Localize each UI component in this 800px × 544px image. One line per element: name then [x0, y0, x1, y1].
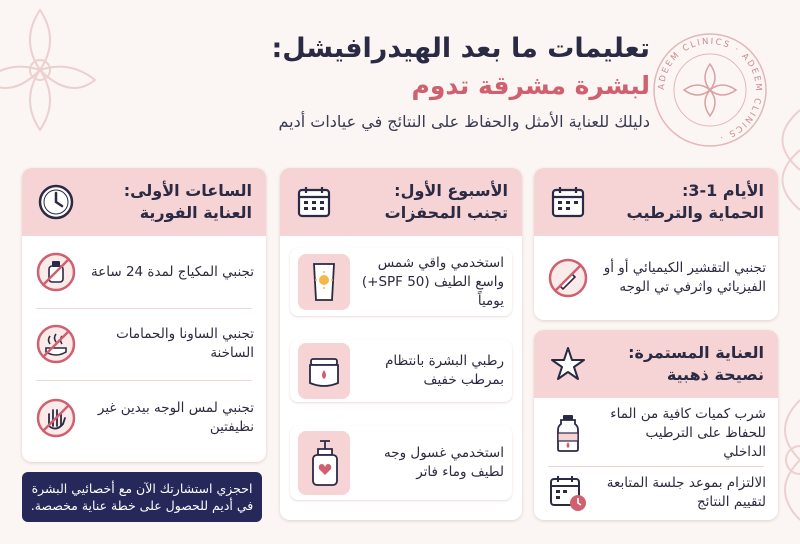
card-subtitle: العناية الفورية — [139, 203, 252, 222]
cleanser-bottle-icon — [306, 437, 342, 489]
no-makeup-icon — [34, 250, 78, 294]
card-title: العناية المستمرة: — [628, 343, 764, 362]
calendar-icon — [548, 182, 588, 222]
list-item: رطبي البشرة بانتظام بمرطب خفيف — [290, 340, 512, 402]
list-item: استخدمي واقي شمس واسع الطيف (SPF 50+) يومياً — [290, 248, 512, 316]
cta-line-2: في أديم للحصول على خطة عناية مخصصة. — [30, 498, 254, 513]
booking-cta-banner[interactable] — [22, 472, 262, 522]
card-immediate-care-header — [22, 168, 266, 236]
card-immediate-care — [22, 168, 266, 462]
card-first-week — [280, 168, 522, 520]
no-sauna-icon — [34, 322, 78, 366]
list-item: تجنبي التقشير الكيميائي أو أو الفيزيائي واثرفي تي الوجه — [534, 242, 778, 314]
card-title: الأيام 1-3: — [681, 181, 764, 200]
card-title: الأسبوع الأول: — [394, 181, 508, 200]
card-first-week-header — [280, 168, 522, 236]
list-item: تجنبي المكياج لمدة 24 ساعة — [22, 244, 266, 300]
card-subtitle: تجنب المحفزات — [384, 203, 508, 222]
sunscreen-icon — [306, 260, 342, 304]
svg-text:ADEEM CLINICS · ADEEM CLINICS: ADEEM CLINICS · ADEEM CLINICS · — [656, 36, 764, 143]
card-title: الساعات الأولى: — [123, 181, 252, 200]
list-item: شرب كميات كافية من الماء للحفاظ على الترطيب الداخلي — [534, 404, 778, 462]
list-item: تجنبي لمس الوجه بيدين غير نظيفتين — [22, 388, 266, 448]
list-item: تجنبي الساونا والحمامات الساخنة — [22, 316, 266, 372]
no-touch-icon — [34, 396, 78, 440]
card-days-1-3-header — [534, 168, 778, 236]
star-icon — [548, 344, 588, 384]
water-bottle-icon — [546, 411, 590, 455]
list-item: استخدمي غسول وجه لطيف وماء فاتر — [290, 426, 512, 500]
moisturizer-jar-icon — [305, 351, 343, 391]
card-subtitle: الحماية والترطيب — [626, 203, 764, 222]
page-description: دليلك للعناية الأمثل والحفاظ على النتائج في عيادات أديم — [278, 112, 650, 131]
cta-line-1: احجزي استشارتك الآن مع أخصائيي البشرة — [31, 481, 253, 496]
clock-icon — [36, 182, 76, 222]
calendar-clock-icon — [546, 471, 590, 515]
header — [90, 30, 650, 136]
adeem-clinics-seal-logo — [650, 30, 770, 150]
card-subtitle: نصيحة ذهبية — [666, 365, 764, 384]
card-days-1-3 — [534, 168, 778, 320]
no-exfoliation-icon — [546, 256, 590, 300]
calendar-icon — [294, 182, 334, 222]
list-item: الالتزام بموعد جلسة المتابعة لتقييم النتائج — [534, 470, 778, 516]
card-ongoing-care-header — [534, 330, 778, 398]
card-ongoing-care — [534, 330, 778, 520]
page-title: تعليمات ما بعد الهيدرافيشل: — [271, 33, 650, 64]
page-subtitle-accent: لبشرة مشرقة تدوم — [411, 71, 650, 100]
